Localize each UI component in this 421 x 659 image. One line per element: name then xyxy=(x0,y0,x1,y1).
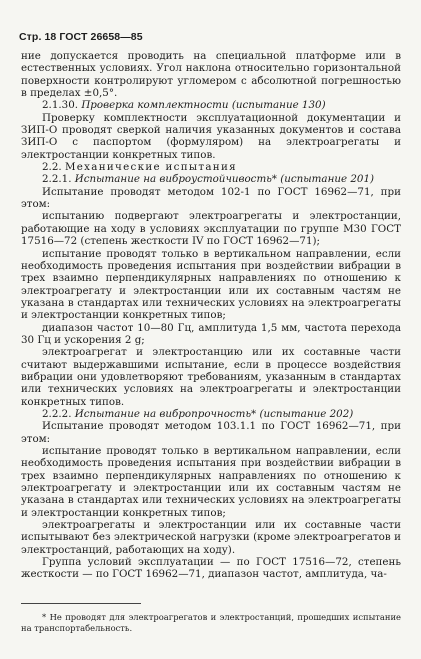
section-2-2-1-paragraph: Испытание проводят методом 102-1 по ГОСТ 16962—71, при этом: xyxy=(21,185,401,211)
section-number: 2.2.1. xyxy=(42,173,72,186)
section-title: Испытание на вибропрочность* (испытание 202) xyxy=(74,407,354,420)
section-number: 2.2. xyxy=(42,161,62,174)
section-2-2-1-paragraph: испытание проводят только в вертикальном направлении, если необходимость проведения испытания при воздействии вибрации в трех взаимно перпендикулярных направлениях по отношению к электроагрегату и электростанции или их составным частям не указана в стандартах или технических условиях на электроагрегаты и электростанции конкретных типов; xyxy=(21,247,401,322)
section-2-2-2-heading xyxy=(21,408,401,420)
section-2-1-30-heading xyxy=(21,99,401,111)
section-2-2-2-paragraph: Группа условий эксплуатации — по ГОСТ 17516—72, степень жесткости — по ГОСТ 16962—71, диапазон частот, амплитуда, ча- xyxy=(21,556,401,581)
footnote xyxy=(21,612,401,634)
section-number: 2.1.30. xyxy=(42,99,79,112)
section-2-2-1-paragraph: электроагрегат и электростанцию или их составные части считают выдержавшими испытание, если в процессе воздействия вибрации они удовлетворяют требованиям, указанным в стандартах или технических условиях на электроагрегаты и электростанции конкретных типов. xyxy=(21,346,401,408)
section-title: Механические испытания xyxy=(64,161,237,174)
section-2-2-1-heading xyxy=(21,173,401,185)
section-2-1-30-text: Проверку комплектности эксплуатационной документации и ЗИП-О проводят сверкой наличия указанных документов и состава ЗИП-О с паспортом (формуляром) на электроагрегаты и электростанции конкретных типов. xyxy=(21,111,401,161)
section-2-2-heading xyxy=(21,161,401,173)
section-2-2-1-paragraph: диапазон частот 10—80 Гц, амплитуда 1,5 мм, частота перехода 30 Гц и ускорения 2 g; xyxy=(21,321,401,346)
section-2-2-2-paragraph: Испытание проводят методом 103.1.1 по ГОСТ 16962—71, при этом: xyxy=(21,420,401,445)
document-body xyxy=(21,50,401,581)
footnote-divider xyxy=(21,603,141,604)
section-title: Испытание на виброустойчивость* (испытание 201) xyxy=(74,173,375,186)
section-2-2-1-paragraph: испытанию подвергают электроагрегаты и электростанции, работающие на ходу в условиях эксплуатации по группе М30 ГОСТ 17516—72 (степень жесткости IV по ГОСТ 16962—71); xyxy=(21,210,401,248)
section-2-2-2-paragraph: испытание проводят только в вертикальном направлении, если необходимость проведения испытания при воздействии вибрации в трех взаимно перпендикулярных направлениях по отношению к электроагрегату и электростанции или их составным частям не указана в стандартах или технических условиях на электроагрегаты и электростанции конкретных типов; xyxy=(21,445,401,519)
footnote-text: * Не проводят для электроагрегатов и электростанций, прошедших испытание на транспортабельность. xyxy=(21,612,401,633)
section-2-2-2-paragraph: электроагрегаты и электростанции или их составные части испытывают без электрической нагрузки (кроме электроагрегатов и электростанций, работающих на ходу). xyxy=(21,519,401,556)
section-number: 2.2.2. xyxy=(42,407,72,420)
section-title: Проверка комплектности (испытание 130) xyxy=(81,99,326,112)
page-header: Стр. 18 ГОСТ 26658—85 xyxy=(19,31,143,43)
paragraph-continued: ние допускается проводить на специальной платформе или в естественных условиях. Угол наклона относительно горизонтальной поверхности контролируют угломером с абсолютной погрешностью в пределах ±0,5°. xyxy=(21,50,401,100)
